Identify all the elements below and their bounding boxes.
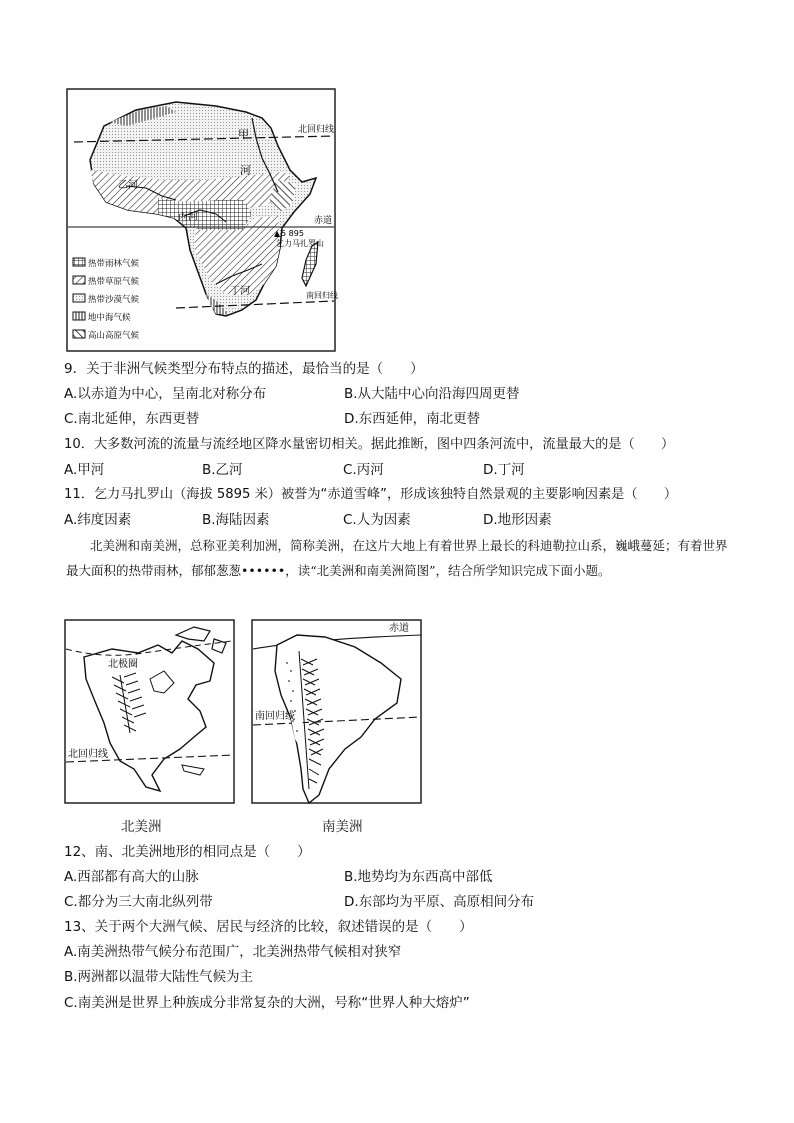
q13-option-a[interactable]: A.南美洲热带气候分布范围广，北美洲热带气候相对狭窄 [64, 944, 402, 960]
river-yi-label: 乙河 [118, 180, 138, 191]
na-tropic-label: 北回归线 [68, 749, 108, 760]
sa-equator-label: 赤道 [389, 623, 409, 634]
q11-option-d[interactable]: D.地形因素 [483, 512, 552, 528]
africa-climate-map [66, 88, 338, 354]
river-bing-label: 丙河 [178, 212, 198, 223]
q10-option-c[interactable]: C.丙河 [343, 462, 384, 478]
q9-stem: 9．关于非洲气候类型分布特点的描述，最恰当的是（ ） [64, 361, 424, 377]
north-america-map [64, 619, 236, 805]
arctic-circle-label: 北极圈 [108, 659, 138, 670]
q13-option-c[interactable]: C.南美洲是世界上种族成分非常复杂的大洲，号称“世界人种大熔炉” [64, 995, 470, 1011]
legend-label: 热带沙漠气候 [88, 295, 140, 305]
q12-option-c[interactable]: C.都分为三大南北纵列带 [64, 894, 213, 910]
equator-label: 赤道 [314, 216, 333, 226]
q11-option-c[interactable]: C.人为因素 [343, 512, 411, 528]
q12-option-b[interactable]: B.地势均为东西高中部低 [344, 869, 493, 885]
mountain-label: 乞力马扎罗山 [276, 239, 324, 248]
q11-stem: 11．乞力马扎罗山（海拔 5895 米）被誉为“赤道雪峰”，形成该独特自然景观的主要影响因素是（ ） [64, 487, 678, 502]
sa-map-caption: 南美洲 [322, 819, 363, 835]
river-he-label: 河 [240, 164, 251, 177]
q9-option-a[interactable]: A.以赤道为中心，呈南北对称分布 [64, 386, 267, 402]
q12-option-a[interactable]: A.西部都有高大的山脉 [64, 869, 199, 885]
q9-option-b[interactable]: B.从大陆中心向沿海四周更替 [344, 386, 520, 402]
q11-option-a[interactable]: A.纬度因素 [64, 512, 132, 528]
q12-stem: 12、南、北美洲地形的相同点是（ ） [64, 844, 311, 860]
mountain-marker-icon: ▲ [274, 229, 281, 238]
q9-option-d[interactable]: D.东西延伸，南北更替 [344, 411, 481, 427]
q12-option-d[interactable]: D.东部均为平原、高原相间分布 [344, 894, 535, 910]
south-america-map [251, 619, 423, 805]
tropic-north-label: 北回归线 [298, 125, 335, 135]
q10-stem: 10．大多数河流的流量与流经地区降水量密切相关。据此推断，图中四条河流中，流量最大的是（ ） [64, 437, 675, 452]
q13-option-b[interactable]: B.两洲都以温带大陆性气候为主 [64, 969, 254, 985]
na-map-caption: 北美洲 [121, 819, 162, 835]
q10-option-d[interactable]: D.丁河 [483, 462, 525, 478]
tropic-south-label: 南回归线 [306, 291, 338, 300]
americas-intro-paragraph: 北美洲和南美洲，总称亚美利加洲，简称美洲，在这片大地上有着世界上最长的科迪勒拉山系，巍峨蔓延；有着世界最大面积的热带雨林，郁郁葱葱••••••，读“北美洲和南美洲简图”，结合所学知识完成下面小题。 [66, 538, 728, 578]
river-jia-label: 甲 [238, 128, 249, 141]
elevation-label: 5 895 [281, 229, 304, 238]
q9-option-c[interactable]: C.南北延伸，东西更替 [64, 411, 200, 427]
q10-option-a[interactable]: A.甲河 [64, 462, 105, 478]
sa-tropic-label: 南回归线 [255, 711, 295, 722]
legend-label: 地中海气候 [88, 313, 131, 323]
q13-stem: 13、关于两个大洲气候、居民与经济的比较，叙述错误的是（ ） [64, 919, 473, 935]
q10-option-b[interactable]: B.乙河 [202, 462, 243, 478]
legend-label: 热带草原气候 [88, 277, 140, 287]
legend-label: 高山高原气候 [88, 331, 140, 341]
legend-label: 热带雨林气候 [88, 259, 140, 269]
q11-option-b[interactable]: B.海陆因素 [202, 512, 270, 528]
river-ding-label: 丁河 [230, 286, 250, 297]
